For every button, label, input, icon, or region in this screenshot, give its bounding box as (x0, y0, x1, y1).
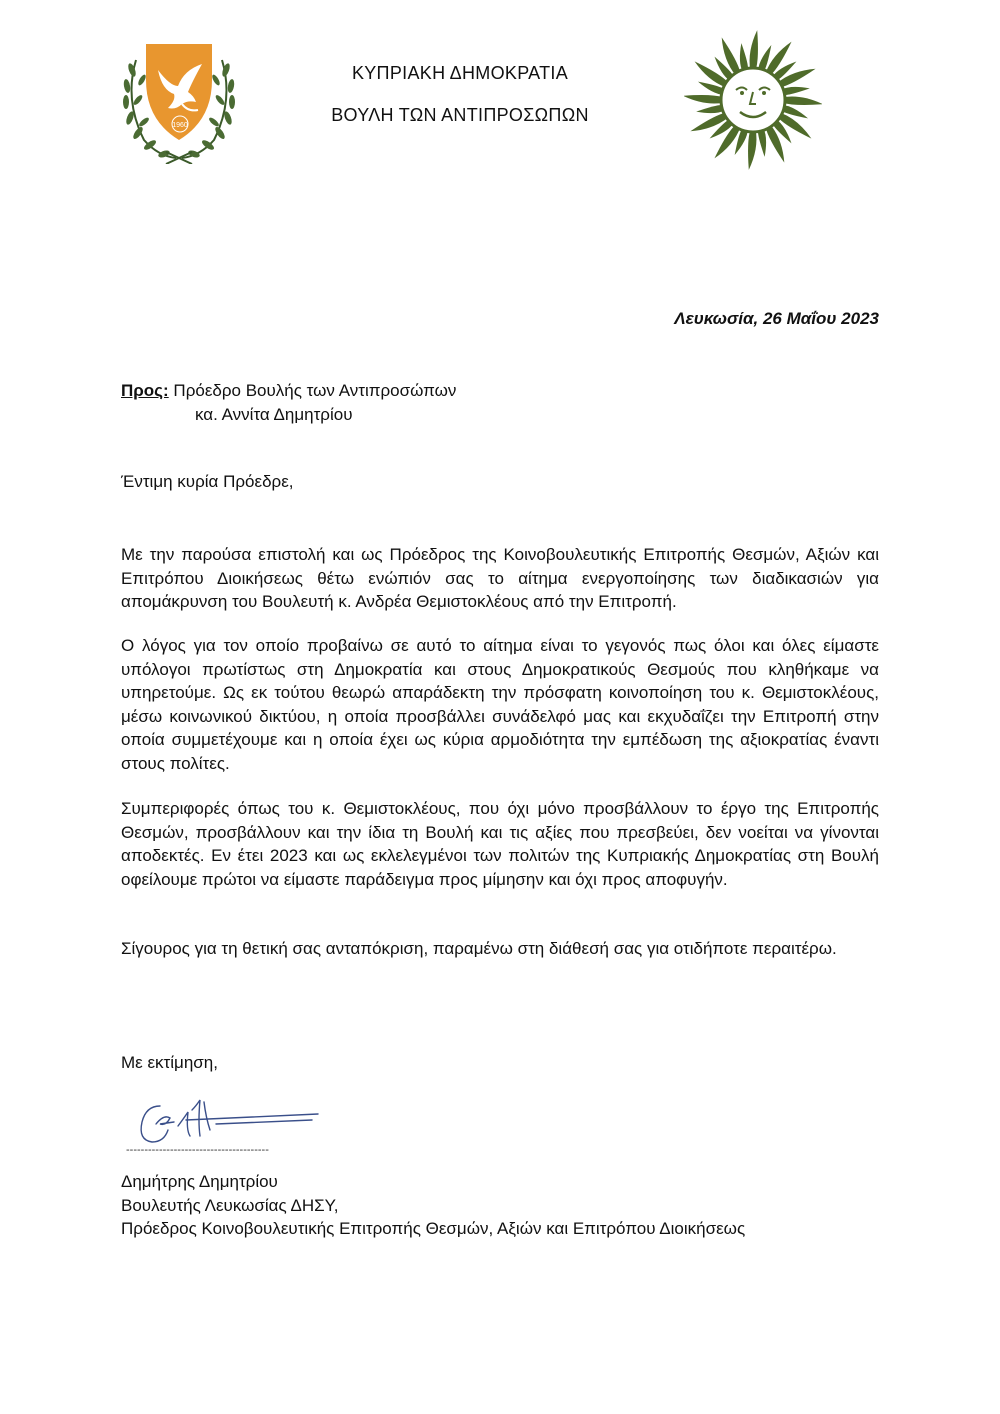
body-paragraph: Με την παρούσα επιστολή και ως Πρόεδρος της Κοινοβουλευτικής Επιτροπής Θεσμών, Αξιών και Επιτρόπου Διοικήσεως θέτω ενώπιόν σας το αίτημα ενεργοποίησης των διαδικασιών για απομάκρυνση του Βουλευτή κ. Ανδρέα Θεμιστοκλέους από την Επιτροπή. (121, 545, 879, 612)
signatory-title-2: Πρόεδρος Κοινοβουλευτικής Επιτροπής Θεσμών, Αξιών και Επιτρόπου Διοικήσεως (121, 1219, 746, 1239)
sun-ray (783, 97, 822, 105)
signature-block (121, 1170, 745, 1241)
sun-ray (748, 130, 756, 170)
header-institution: ΒΟΥΛΗ ΤΩΝ ΑΝΤΙΠΡΟΣΩΠΩΝ (331, 105, 589, 125)
body-paragraph: Συμπεριφορές όπως του κ. Θεμιστοκλέους, που όχι μόνο προσβάλλουν το έργο της Επιτροπής Θεσμών, προσβάλλουν και την ίδια τη Βουλή και τις αξίες που πρεσβεύει, δεν νοείται να γίνονται αποδεκτές. Εν έτει 2023 και ως εκλελεγμένοι των πολιτών της Κυπριακής Δημοκρατίας στη Βουλή οφείλουμε πρώτοι να είμαστε παράδειγμα προς μίμησην και όχι προς αποφυγήν. (121, 799, 879, 889)
recipient-block (121, 379, 456, 427)
coat-of-arms-year: 1960 (172, 122, 188, 129)
sun-ray (750, 30, 758, 70)
signatory-title-1: Βουλευτής Λευκωσίας ΔΗΣΥ, (121, 1195, 339, 1215)
sun-emblem-icon (684, 28, 822, 176)
recipient-line2: κα. Αννίτα Δημητρίου (195, 405, 353, 424)
letter-date: Λευκωσία, 26 Μαΐου 2023 (674, 309, 879, 328)
body-paragraph: Ο λόγος για τον οποίο προβαίνω σε αυτό το αίτημα είναι το γεγονός πως όλοι και όλες είμαστε υπόλογοι πρωτίστως στη Δημοκρατία και στους Δημοκρατικούς Θεσμούς που κληθήκαμε να υπηρετούμε. Ως εκ τούτου θεωρώ απαράδεκτη την πρόσφατη κοινοποίηση του κ. Θεμιστοκλέους, μέσω κοινωνικού δικτύου, η οποία προσβάλλει συνάδελφό μας και εκχυδαΐζει την Επιτροπή στην οποία συμμετέχουμε και η οποία έχει ως κύρια αρμοδιότητα την εμπέδωση της αξιοκρατίας έναντι στους πολίτες. (121, 636, 879, 773)
header-country: ΚΥΠΡΙΑΚΗ ΔΗΜΟΚΡΑΤΙΑ (351, 63, 569, 83)
salutation: Έντιμη κυρία Πρόεδρε, (121, 472, 294, 491)
signatory-name: Δημήτρης Δημητρίου (121, 1172, 278, 1191)
closing: Με εκτίμηση, (121, 1053, 218, 1072)
cyprus-coat-of-arms-icon (118, 40, 240, 164)
body-paragraph: Σίγουρος για τη θετική σας ανταπόκριση, παραμένω στη διάθεσή σας για οτιδήποτε περαιτέρω. (121, 939, 837, 958)
signature-line: --------------------------------------- (126, 1144, 269, 1154)
recipient-line1: Πρόεδρο Βουλής των Αντιπροσώπων (173, 381, 457, 400)
recipient-label: Προς: (121, 381, 169, 400)
handwritten-signature-icon (126, 1090, 326, 1154)
sun-ray (684, 95, 723, 103)
